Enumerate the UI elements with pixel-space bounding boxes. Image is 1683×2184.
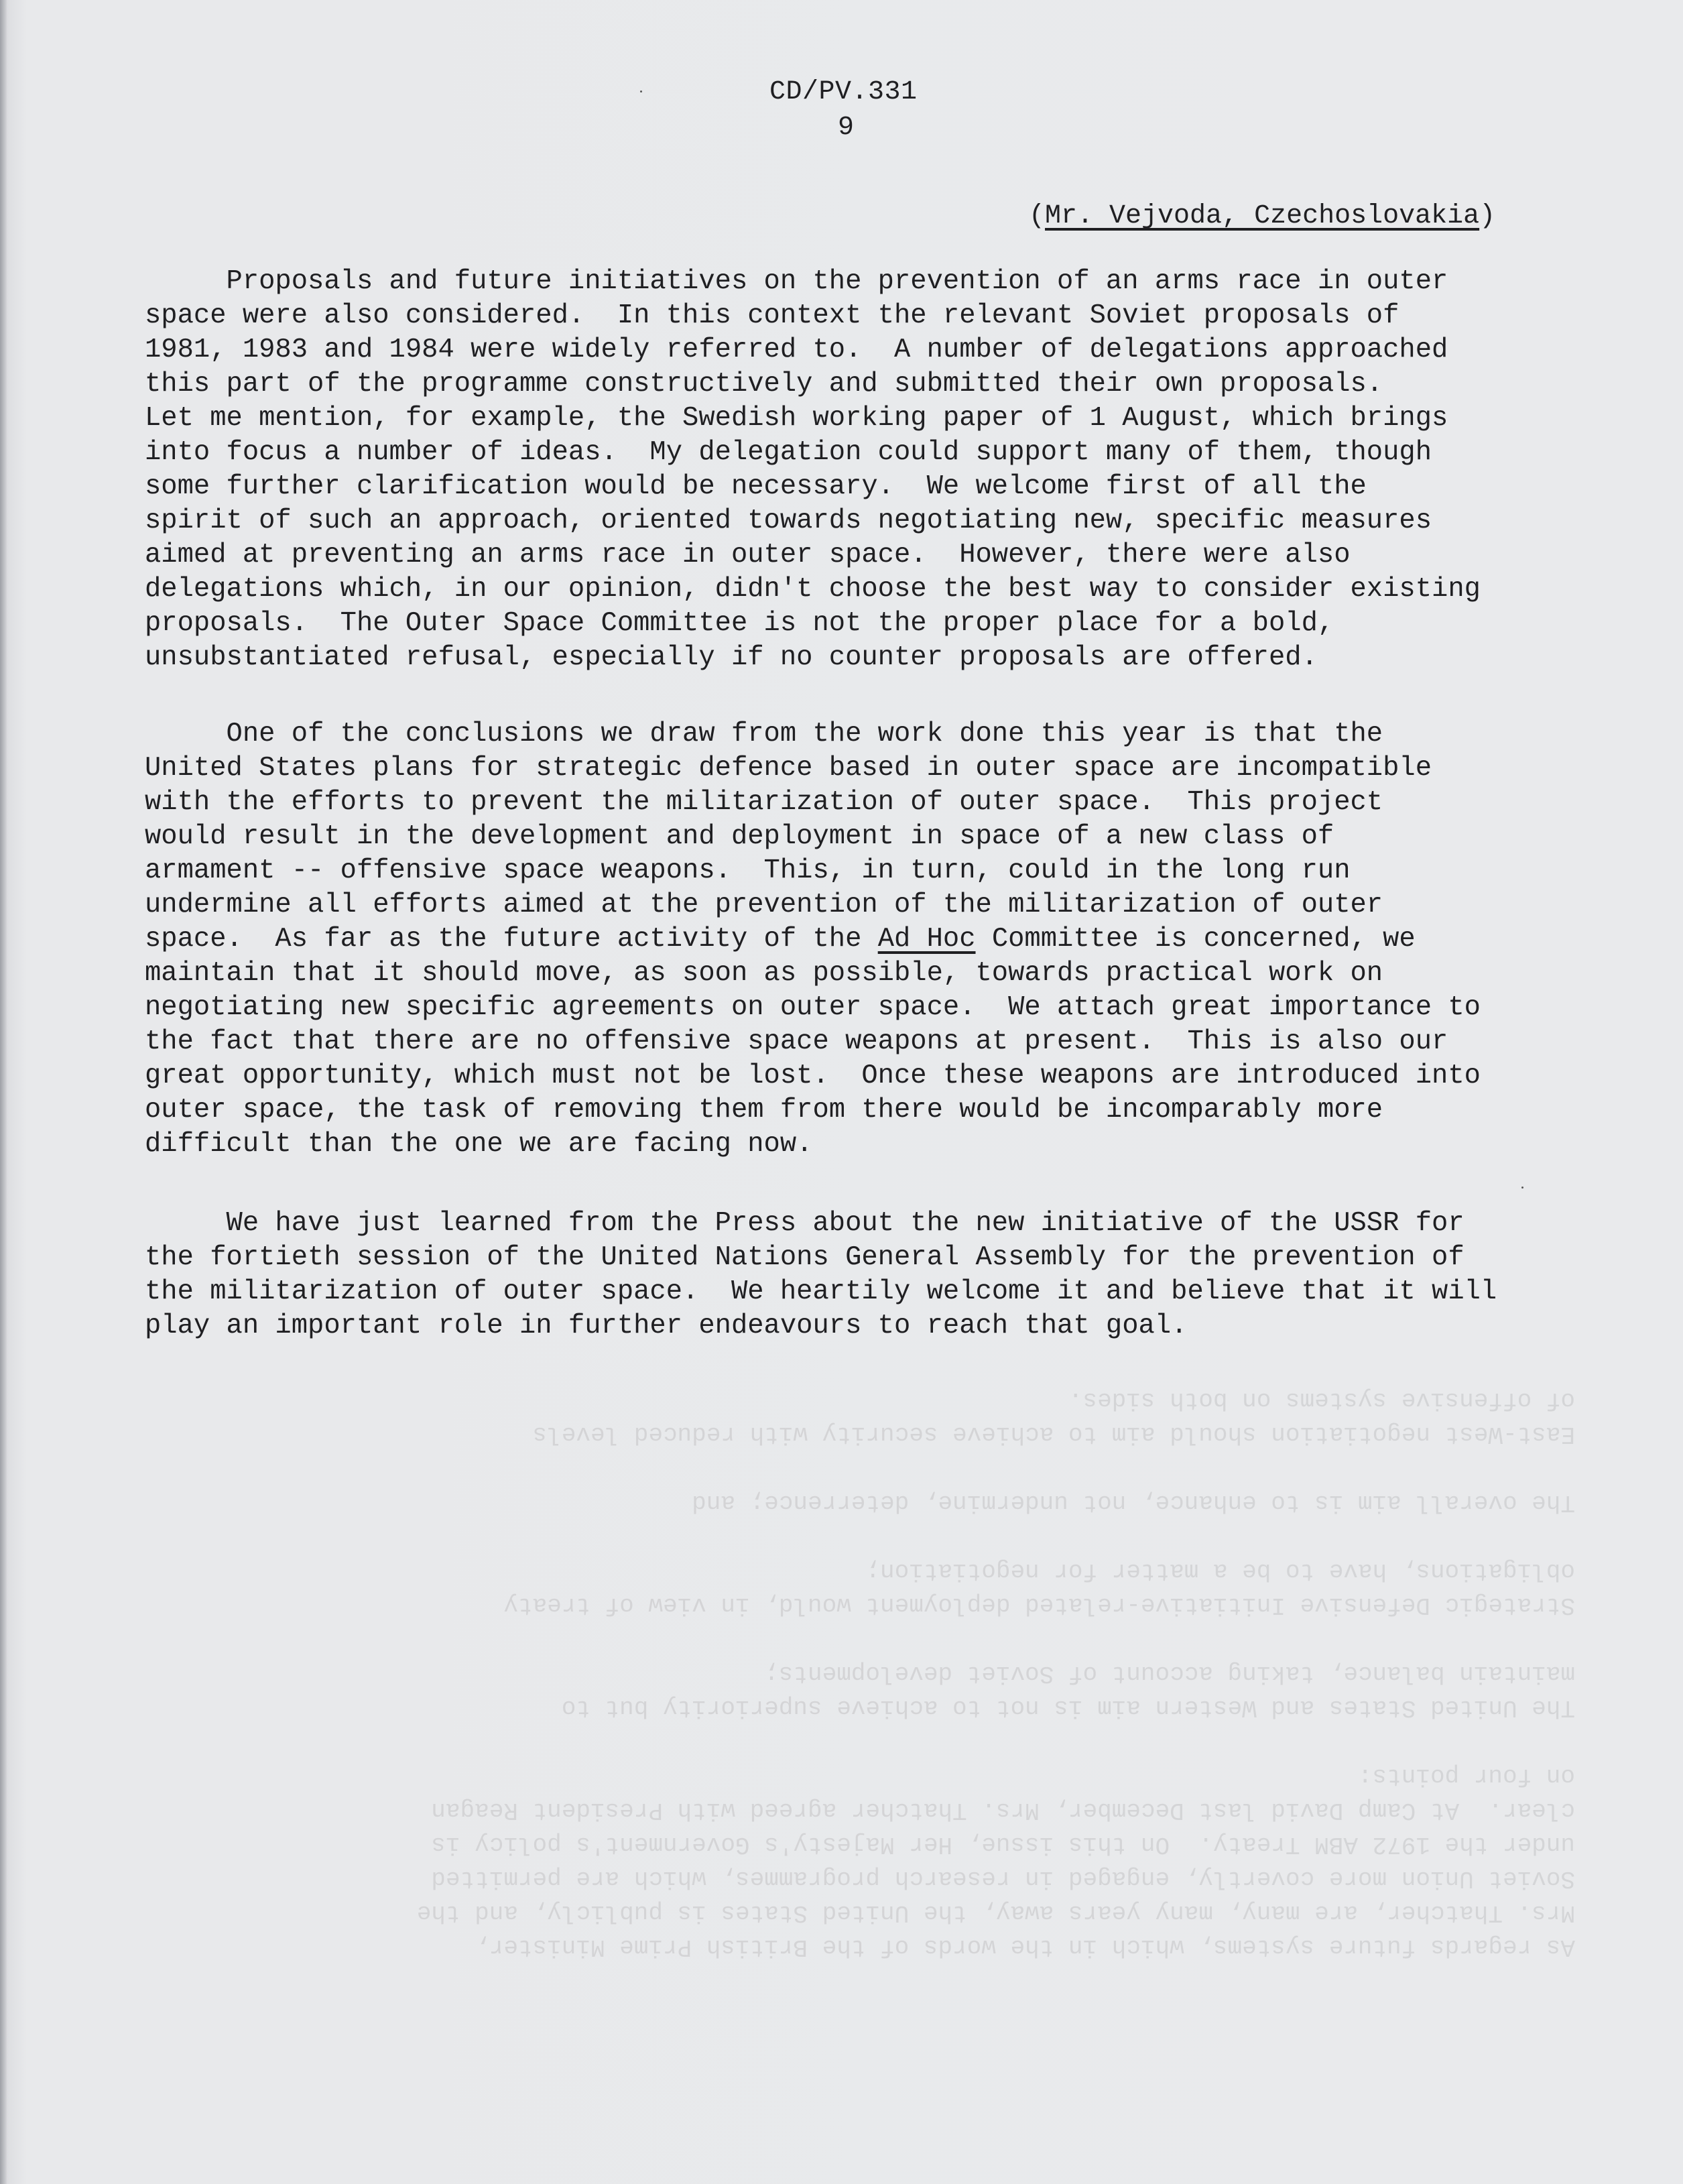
text-line: the militarization of outer space. We heartily welcome it and believe that it will [145, 1276, 1497, 1307]
text-line: unsubstantiated refusal, especially if no counter proposals are offered. [145, 642, 1318, 673]
paragraph-outer-space-proposals [145, 265, 1572, 675]
paragraph-strategic-defence-conclusions [145, 717, 1572, 1162]
text-line: spirit of such an approach, oriented towards negotiating new, specific measures [145, 505, 1432, 536]
page-binding-edge [0, 0, 7, 2184]
speaker-attribution [1029, 201, 1495, 231]
text-line: outer space, the task of removing them from there would be incomparably more [145, 1095, 1383, 1126]
text-line: into focus a number of ideas. My delegation could support many of them, though [145, 437, 1432, 468]
text-line: difficult than the one we are facing now. [145, 1129, 813, 1160]
text-line: some further clarification would be necessary. We welcome first of all the [145, 471, 1367, 502]
document-symbol: CD/PV.331 [769, 77, 918, 107]
text-line: with the efforts to prevent the militarization of outer space. This project [145, 787, 1383, 818]
text-line: the fact that there are no offensive space weapons at present. This is also our [145, 1026, 1448, 1057]
text-line: aimed at preventing an arms race in outer space. However, there were also [145, 540, 1351, 570]
text-line [145, 924, 1416, 955]
text-line: Proposals and future initiatives on the prevention of an arms race in outer [145, 266, 1448, 297]
text-line: great opportunity, which must not be lost. Once these weapons are introduced into [145, 1060, 1481, 1091]
text-line: space were also considered. In this context the relevant Soviet proposals of [145, 300, 1399, 331]
text-line: would result in the development and deployment in space of a new class of [145, 821, 1334, 852]
page-number: 9 [838, 113, 855, 143]
text-line: 1981, 1983 and 1984 were widely referred to. A number of delegations approached [145, 335, 1448, 365]
text-line: proposals. The Outer Space Committee is not the proper place for a bold, [145, 608, 1334, 639]
speaker-close-paren: ) [1479, 201, 1496, 231]
text-line: maintain that it should move, as soon as possible, towards practical work on [145, 958, 1383, 989]
text-line: delegations which, in our opinion, didn't choose the best way to consider existing [145, 574, 1481, 605]
text-line: the fortieth session of the United Nations General Assembly for the prevention of [145, 1242, 1464, 1273]
paper-speck [640, 90, 642, 93]
paragraph-ussr-initiative [145, 1207, 1572, 1343]
bleed-through-text: As regards future systems, which in the words of the British Prime Minister, Mrs. Thatcher, are many, many years away, the United States is publicly, and the Soviet Union more covertly, engaged in research programmes, which are permitted under the 1972 ABM Treaty. On this issue, Her Majesty's Government's policy is clear. At Camp David last December, Mrs. Thatcher agreed with President Reagan on four points: The United States and Western aim is not to achieve superiority but to maintain balance, taking account of Soviet developments; Strategic Defensive Initiative-related deployment would, in view of treaty obligations, have to be a matter for negotiation; The overall aim is to enhance, not undermine, deterrence; and East-West negotiation should aim to achieve security with reduced levels of offensive systems on both sides. [416, 1386, 1575, 1961]
text-line: undermine all efforts aimed at the prevention of the militarization of outer [145, 890, 1383, 920]
text-run: Committee is concerned, we [975, 924, 1416, 955]
text-line: Let me mention, for example, the Swedish working paper of 1 August, which brings [145, 403, 1448, 434]
text-line: One of the conclusions we draw from the work done this year is that the [145, 719, 1383, 749]
text-line: negotiating new specific agreements on outer space. We attach great importance to [145, 992, 1481, 1023]
text-line: this part of the programme constructively and submitted their own proposals. [145, 369, 1383, 400]
text-line: United States plans for strategic defence based in outer space are incompatible [145, 753, 1432, 784]
text-line: play an important role in further endeavours to reach that goal. [145, 1311, 1188, 1341]
speaker-name: Mr. Vejvoda, Czechoslovakia [1045, 201, 1480, 231]
text-line: armament -- offensive space weapons. This, in turn, could in the long run [145, 855, 1351, 886]
text-run: space. As far as the future activity of the [145, 924, 878, 955]
paper-speck [1521, 1187, 1523, 1189]
speaker-open-paren: ( [1029, 201, 1046, 231]
ad-hoc-underlined: Ad Hoc [877, 924, 976, 955]
text-line: We have just learned from the Press about the new initiative of the USSR for [145, 1208, 1464, 1239]
